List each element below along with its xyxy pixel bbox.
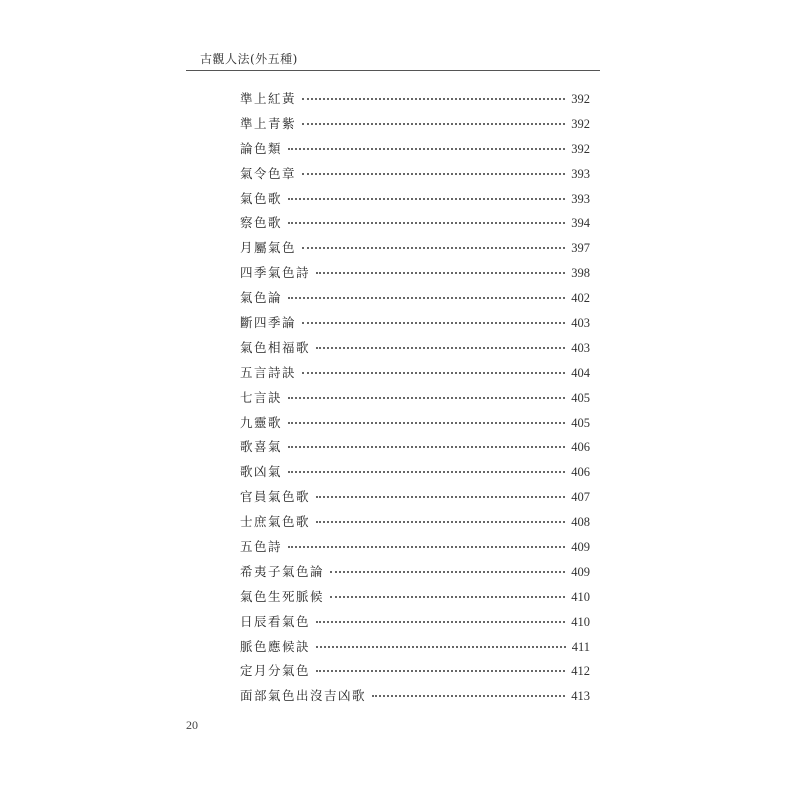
- dot-leader: [316, 646, 566, 648]
- toc-entry: [240, 288, 590, 313]
- toc-entry-page: 404: [571, 365, 590, 380]
- toc-entry: [240, 89, 590, 114]
- toc-entry-page: 413: [571, 689, 590, 704]
- toc-entry: [240, 263, 590, 288]
- toc-entry-title: 準上紅黃: [240, 91, 297, 106]
- toc-entry-page: 406: [571, 465, 590, 480]
- dot-leader: [288, 297, 565, 299]
- toc-entry-title: 歌凶氣: [240, 464, 283, 480]
- toc-entry-title: 氣色相福歌: [240, 339, 311, 355]
- toc-entry: [240, 562, 590, 587]
- toc-entry: [240, 686, 590, 711]
- dot-leader: [288, 446, 565, 448]
- dot-leader: [372, 695, 565, 697]
- dot-leader: [330, 571, 565, 573]
- table-of-contents: [240, 89, 590, 711]
- toc-entry-title: 氣色生死脈候: [240, 588, 325, 604]
- toc-entry-page: 407: [571, 490, 590, 505]
- dot-leader: [302, 173, 565, 175]
- toc-entry-title: 士庶氣色歌: [240, 514, 311, 530]
- dot-leader: [330, 596, 565, 598]
- toc-entry-title: 察色歌: [240, 215, 283, 231]
- toc-entry-page: 405: [571, 415, 590, 430]
- toc-entry: [240, 661, 590, 686]
- dot-leader: [302, 372, 565, 374]
- dot-leader: [316, 272, 565, 274]
- toc-entry-page: 408: [571, 515, 590, 530]
- toc-entry-page: 409: [571, 540, 590, 555]
- toc-entry-page: 405: [571, 390, 590, 405]
- dot-leader: [302, 247, 565, 249]
- toc-entry-page: 398: [571, 266, 590, 281]
- dot-leader: [316, 521, 565, 523]
- dot-leader: [288, 148, 565, 150]
- toc-entry: [240, 238, 590, 263]
- toc-entry-title: 五言詩訣: [240, 364, 297, 380]
- toc-entry-title: 官員氣色歌: [240, 489, 311, 505]
- toc-entry: [240, 363, 590, 388]
- toc-entry-title: 斷四季論: [240, 315, 297, 331]
- toc-entry-page: 393: [571, 166, 590, 181]
- toc-entry-title: 氣令色章: [240, 165, 297, 181]
- toc-entry-title: 七言訣: [240, 389, 283, 405]
- toc-entry-page: 411: [571, 639, 590, 654]
- dot-leader: [288, 471, 565, 473]
- toc-entry: [240, 413, 590, 438]
- toc-entry: [240, 462, 590, 487]
- dot-leader: [316, 621, 565, 623]
- toc-entry-page: 403: [571, 340, 590, 355]
- running-header: 古觀人法(外五種): [200, 52, 298, 66]
- toc-entry-title: 定月分氣色: [240, 663, 311, 679]
- dot-leader: [288, 222, 565, 224]
- toc-entry: [240, 437, 590, 462]
- toc-entry-title: 歌喜氣: [240, 439, 283, 455]
- dot-leader: [302, 322, 565, 324]
- toc-entry-page: 392: [571, 92, 590, 106]
- toc-entry-page: 410: [571, 589, 590, 604]
- toc-entry-title: 九靈歌: [240, 414, 283, 430]
- toc-entry: [240, 637, 590, 662]
- toc-entry: [240, 537, 590, 562]
- page-number: 20: [186, 718, 198, 732]
- toc-entry: [240, 338, 590, 363]
- toc-entry-title: 脈色應候訣: [240, 638, 311, 654]
- toc-entry: [240, 487, 590, 512]
- toc-entry-page: 394: [571, 216, 590, 231]
- toc-entry-title: 氣色論: [240, 290, 283, 306]
- toc-entry-title: 面部氣色出沒吉凶歌: [240, 688, 367, 704]
- toc-entry-title: 五色詩: [240, 539, 283, 555]
- toc-entry-title: 準上青紫: [240, 115, 297, 131]
- toc-entry-page: 410: [571, 614, 590, 629]
- toc-entry-title: 氣色歌: [240, 190, 283, 206]
- toc-entry-page: 397: [571, 241, 590, 256]
- toc-entry-page: 393: [571, 191, 590, 206]
- dot-leader: [302, 123, 565, 125]
- toc-entry: [240, 164, 590, 189]
- dot-leader: [288, 546, 565, 548]
- toc-entry: [240, 587, 590, 612]
- toc-entry-page: 392: [571, 141, 590, 156]
- toc-entry: [240, 139, 590, 164]
- toc-entry-page: 409: [571, 564, 590, 579]
- toc-entry-title: 論色類: [240, 140, 283, 156]
- toc-entry: [240, 189, 590, 214]
- toc-entry: [240, 512, 590, 537]
- toc-entry-title: 希夷子氣色論: [240, 563, 325, 579]
- toc-entry: [240, 213, 590, 238]
- toc-entry-page: 406: [571, 440, 590, 455]
- dot-leader: [316, 670, 565, 672]
- toc-entry-page: 392: [571, 116, 590, 131]
- toc-entry-page: 412: [571, 664, 590, 679]
- toc-entry: [240, 114, 590, 139]
- dot-leader: [302, 98, 565, 100]
- toc-entry-page: 403: [571, 316, 590, 331]
- header-rule: [186, 70, 600, 71]
- dot-leader: [288, 422, 565, 424]
- dot-leader: [316, 496, 565, 498]
- toc-entry-title: 四季氣色詩: [240, 265, 311, 281]
- dot-leader: [288, 198, 565, 200]
- toc-entry: [240, 388, 590, 413]
- dot-leader: [288, 397, 565, 399]
- toc-entry: [240, 612, 590, 637]
- toc-entry-page: 402: [571, 291, 590, 306]
- toc-entry-title: 月屬氣色: [240, 240, 297, 256]
- dot-leader: [316, 347, 565, 349]
- toc-entry-title: 日辰看氣色: [240, 613, 311, 629]
- toc-entry: [240, 313, 590, 338]
